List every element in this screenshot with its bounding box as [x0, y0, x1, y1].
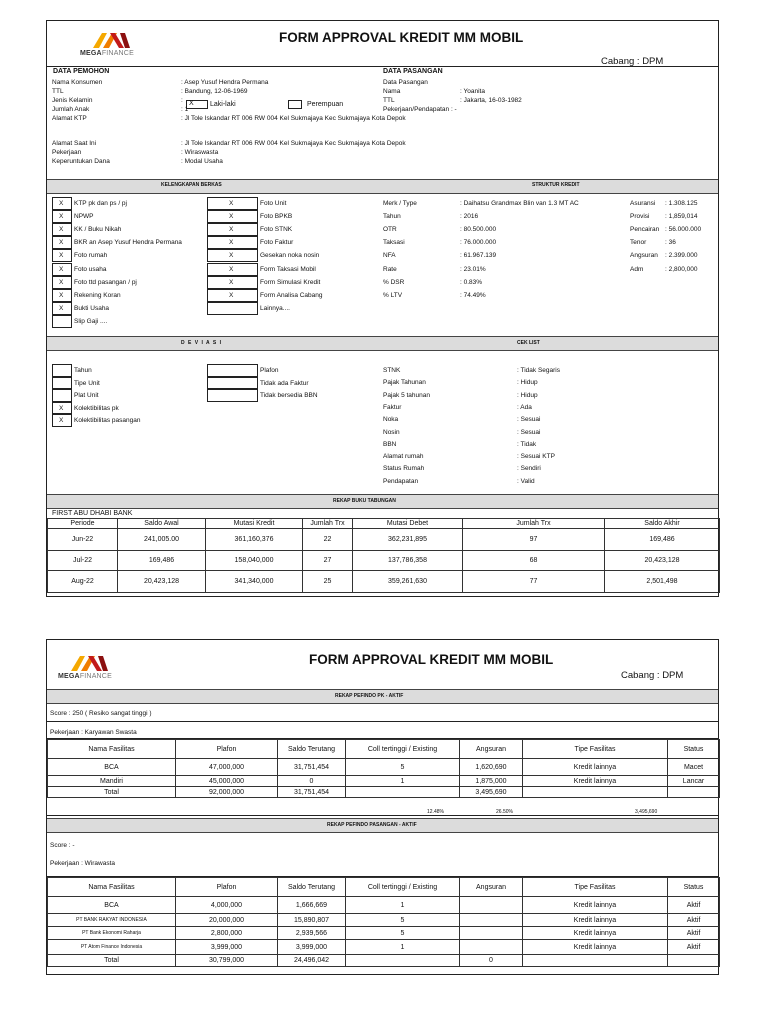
berkas-label: Foto Unit [260, 200, 287, 207]
checklist-label: BBN [383, 440, 397, 448]
checklist-value: : Tidak Segaris [517, 367, 560, 374]
table-cell: Kredit lainnya [523, 776, 668, 787]
table-cell: 1,875,000 [460, 776, 523, 787]
table-cell: 77 [463, 571, 605, 593]
table-cell: 92,000,000 [176, 787, 278, 798]
pefindo-pasangan-heading: REKAP PEFINDO PASANGAN - AKTIF [327, 822, 417, 828]
berkas-label: Foto rumah [74, 252, 108, 260]
table-cell: 27 [303, 551, 353, 571]
pemohon-value: : Jl Tole Iskandar RT 006 RW 004 Kel Sukmajaya Kec Sukmajaya Kota Depok [181, 115, 406, 122]
table-cell: 1,620,690 [460, 759, 523, 776]
checklist-value: : Sesuai [517, 428, 541, 436]
berkas-label: NPWP [74, 213, 94, 221]
column-header: Saldo Terutang [278, 878, 346, 897]
table-cell: 20,000,000 [176, 914, 278, 927]
table-cell: Jun-22 [48, 529, 118, 551]
table-cell: 361,160,376 [206, 529, 303, 551]
table-row [48, 940, 720, 955]
table-cell [523, 955, 668, 967]
gender-female-label: Perempuan [307, 101, 344, 108]
pemohon-label: Jumlah Anak [52, 106, 90, 113]
table-cell: 3,999,000 [176, 940, 278, 955]
table-cell: Kredit lainnya [523, 940, 668, 955]
checklist-value: : Valid [517, 477, 535, 485]
column-header: Coll tertinggi / Existing [346, 878, 460, 897]
struktur-label: Provisi [630, 213, 650, 221]
column-header: Angsuran [460, 878, 523, 897]
berkas-mark: X [59, 239, 64, 247]
table-cell: 1 [346, 776, 460, 787]
berkas-checkbox[interactable] [207, 302, 258, 315]
table-cell: 30,799,000 [176, 955, 278, 967]
struktur-value: : 2.399.000 [665, 252, 698, 260]
struktur-value: : 2016 [460, 213, 479, 221]
table-cell: 3,999,000 [278, 940, 346, 955]
berkas-mark: X [59, 200, 64, 207]
berkas-checkbox[interactable] [52, 315, 72, 328]
berkas-label: Foto ttd pasangan / pj [74, 278, 137, 286]
bank-name: FIRST ABU DHABI BANK [52, 510, 133, 517]
gender-male-mark: X [189, 100, 194, 107]
page-title: FORM APPROVAL KREDIT MM MOBIL [309, 652, 554, 667]
deviasi-label: Kolektibilitas pk [74, 404, 119, 412]
megafinance-logo-icon [91, 29, 131, 49]
berkas-label: KK / Buku Nikah [74, 226, 122, 234]
berkas-label: Rekening Koran [74, 291, 121, 299]
column-header: Tipe Fasilitas [523, 878, 668, 897]
checklist-label: Nosin [383, 428, 400, 436]
table-cell: Mandiri [48, 776, 176, 787]
berkas-label: Gesekan noka nosin [260, 252, 320, 260]
table-cell: 0 [278, 776, 346, 787]
gender-female-checkbox[interactable] [288, 100, 302, 109]
branch-label: Cabang : DPM [621, 670, 684, 681]
pemohon-label: Nama Konsumen [52, 79, 103, 86]
table-cell: Aktif [668, 897, 720, 914]
table-row [48, 571, 720, 593]
checklist-value: : Tidak [517, 440, 537, 448]
checklist-value: : Sesuai KTP [517, 453, 555, 461]
table-cell: 362,231,895 [353, 529, 463, 551]
checklist-value: : Hidup [517, 391, 538, 399]
column-header: Angsuran [460, 740, 523, 759]
berkas-mark: X [59, 252, 64, 260]
brand-wordmark: MEGAFINANCE [80, 50, 134, 57]
checklist-label: Pajak Tahunan [383, 379, 426, 387]
berkas-mark: X [229, 265, 234, 273]
berkas-label: Bukti Usaha [74, 304, 110, 312]
pasangan-value: : Jakarta, 16-03-1982 [460, 97, 522, 104]
table-cell [460, 940, 523, 955]
deviasi-label: Plat Unit [74, 392, 99, 399]
table-cell: PT BANK RAKYAT INDONESIA [48, 914, 176, 927]
pasangan-heading: DATA PASANGAN [383, 68, 443, 75]
struktur-value: : 23.01% [460, 265, 486, 273]
gender-male-label: Laki-laki [210, 101, 236, 108]
kelengkapan-heading: KELENGKAPAN BERKAS [161, 182, 222, 188]
table-row [48, 955, 720, 967]
section-band-deviasi [47, 336, 718, 351]
pasangan-pekerjaan: Pekerjaan : Wirawasta [50, 860, 116, 867]
table-header-row [48, 878, 720, 897]
deviasi-label: Tidak ada Faktur [260, 379, 309, 387]
table-cell: 47,000,000 [176, 759, 278, 776]
table-cell: Kredit lainnya [523, 927, 668, 940]
table-cell: Aktif [668, 914, 720, 927]
struktur-label: Tenor [630, 239, 647, 247]
table-cell: 1 [346, 940, 460, 955]
struktur-label: Asuransi [630, 200, 656, 207]
table-header-row [48, 740, 720, 759]
column-header: Nama Fasilitas [48, 740, 176, 759]
berkas-mark: X [229, 252, 234, 260]
table-row [48, 529, 720, 551]
deviasi-label: Tahun [74, 367, 92, 374]
table-cell: PT Bank Ekonomi Raharja [48, 927, 176, 940]
table-cell: Macet [668, 759, 720, 776]
table-cell: BCA [48, 897, 176, 914]
checklist-value: : Sendiri [517, 465, 541, 473]
table-row [48, 914, 720, 927]
table-cell [346, 787, 460, 798]
berkas-label: Lainnya.... [260, 304, 290, 312]
table-cell: 68 [463, 551, 605, 571]
table-cell: Aktif [668, 927, 720, 940]
pemohon-label: Keperuntukan Dana [52, 158, 110, 165]
berkas-mark: X [229, 213, 234, 221]
pemohon-label: Jenis Kelamin [52, 97, 93, 104]
deviasi-checkbox[interactable] [52, 377, 72, 390]
table-row [48, 759, 720, 776]
struktur-label: Pencairan [630, 226, 660, 234]
deviasi-mark: X [59, 417, 64, 424]
berkas-mark: X [59, 304, 64, 312]
checklist-value: : Ada [517, 403, 532, 411]
struktur-value: : 76.000.000 [460, 239, 497, 247]
struktur-label: Angsuran [630, 252, 658, 260]
table-cell: 169,486 [118, 551, 206, 571]
brand-wordmark: MEGAFINANCE [58, 673, 112, 680]
table-cell: 25 [303, 571, 353, 593]
checklist-label: Noka [383, 416, 399, 424]
struktur-value: : 56.000.000 [665, 226, 702, 234]
checklist-label: Pajak 5 tahunan [383, 391, 430, 399]
column-header: Nama Fasilitas [48, 878, 176, 897]
table-cell: 169,486 [605, 529, 720, 551]
table-cell: 3,495,690 [460, 787, 523, 798]
column-header: Status [668, 878, 720, 897]
table-cell: 0 [460, 955, 523, 967]
table-cell: 24,496,042 [278, 955, 346, 967]
pemohon-label: TTL [52, 88, 64, 95]
table-cell: Jul-22 [48, 551, 118, 571]
struktur-heading: STRUKTUR KREDIT [532, 182, 580, 188]
table-cell: 1,666,669 [278, 897, 346, 914]
table-cell: 2,501,498 [605, 571, 720, 593]
deviasi-mark: X [59, 404, 64, 412]
checklist-label: STNK [383, 367, 401, 374]
column-header: Plafon [176, 740, 278, 759]
deviasi-checkbox[interactable] [52, 364, 72, 377]
struktur-value: : 80.500.000 [460, 226, 497, 234]
table-cell: 31,751,454 [278, 759, 346, 776]
table-row [48, 551, 720, 571]
table-cell: Kredit lainnya [523, 914, 668, 927]
checklist-label: Faktur [383, 403, 402, 411]
column-header: Saldo Akhir [605, 519, 720, 529]
berkas-label: Foto BPKB [260, 213, 293, 221]
struktur-value: : 1.308.125 [665, 200, 698, 207]
berkas-mark: X [59, 213, 64, 221]
berkas-label: Slip Gaji .... [74, 317, 108, 325]
pefindo-pk-table [47, 739, 720, 798]
berkas-label: Form Simulasi Kredit [260, 278, 321, 286]
struktur-label: % DSR [383, 278, 405, 286]
checklist-heading: CEK LIST [517, 340, 540, 346]
table-cell [460, 914, 523, 927]
pefindo-pasangan-table [47, 877, 720, 967]
struktur-label: Taksasi [383, 239, 405, 247]
table-cell: 2,800,000 [176, 927, 278, 940]
pemohon-value: : Wiraswasta [181, 149, 219, 156]
checklist-label: Pendapatan [383, 477, 419, 485]
pemohon-value: : Bandung, 12-06-1969 [181, 88, 248, 95]
pemohon-value: : Asep Yusuf Hendra Permana [181, 79, 269, 86]
table-cell: 341,340,000 [206, 571, 303, 593]
deviasi-label: Tidak bersedia BBN [260, 392, 318, 399]
struktur-label: OTR [383, 226, 397, 234]
table-cell [460, 927, 523, 940]
struktur-label: Merk / Type [383, 200, 417, 207]
berkas-label: Form Taksasi Mobil [260, 265, 316, 273]
table-cell: 45,000,000 [176, 776, 278, 787]
deviasi-heading: D E V I A S I [181, 340, 222, 346]
deviasi-checkbox[interactable] [207, 364, 258, 377]
table-cell: 1 [346, 897, 460, 914]
berkas-label: Foto STNK [260, 226, 293, 234]
pk-footer-pct1: 12.48% [427, 809, 444, 815]
pemohon-heading: DATA PEMOHON [53, 68, 110, 75]
struktur-label: Adm [630, 265, 644, 273]
struktur-value: : 61.967.139 [460, 252, 497, 260]
struktur-value: : 74.49% [460, 291, 486, 299]
page-title: FORM APPROVAL KREDIT MM MOBIL [279, 30, 524, 45]
berkas-label: BKR an Asep Yusuf Hendra Permana [74, 239, 182, 247]
pemohon-value: : 1 [181, 106, 189, 113]
megafinance-logo-icon [69, 652, 109, 672]
table-cell: 158,040,000 [206, 551, 303, 571]
tabungan-table [47, 518, 720, 593]
table-cell [460, 897, 523, 914]
column-header: Periode [48, 519, 118, 529]
table-cell: PT Atom Finance Indonesia [48, 940, 176, 955]
column-header: Mutasi Kredit [206, 519, 303, 529]
pk-footer-amount: 3,495,690 [635, 809, 658, 815]
checklist-value: : Sesuai [517, 416, 541, 424]
checklist-label: Alamat rumah [383, 453, 424, 461]
struktur-value: : 2,800,000 [665, 265, 698, 273]
table-cell [346, 955, 460, 967]
branch-label: Cabang : DPM [601, 56, 664, 67]
tabungan-heading: REKAP BUKU TABUNGAN [333, 498, 396, 504]
table-cell: 31,751,454 [278, 787, 346, 798]
table-cell: 4,000,000 [176, 897, 278, 914]
table-cell: 20,423,128 [605, 551, 720, 571]
column-header: Saldo Terutang [278, 740, 346, 759]
pk-footer-pct2: 26.50% [496, 809, 513, 815]
table-cell: 22 [303, 529, 353, 551]
column-header: Jumlah Trx [463, 519, 605, 529]
column-header: Coll tertinggi / Existing [346, 740, 460, 759]
table-row [48, 927, 720, 940]
pemohon-label: Pekerjaan [52, 149, 82, 156]
table-cell: 15,890,807 [278, 914, 346, 927]
table-cell: 241,005.00 [118, 529, 206, 551]
table-cell [523, 787, 668, 798]
table-cell: Lancar [668, 776, 720, 787]
table-row [48, 897, 720, 914]
struktur-value: : 0.83% [460, 278, 483, 286]
table-cell: Kredit lainnya [523, 897, 668, 914]
deviasi-checkbox[interactable] [207, 377, 258, 390]
pemohon-value: : Modal Usaha [181, 158, 223, 165]
berkas-label: Foto usaha [74, 265, 107, 273]
table-cell: Total [48, 787, 176, 798]
berkas-mark: X [229, 200, 234, 207]
deviasi-label: Kolektibilitas pasangan [74, 417, 141, 424]
berkas-mark: X [59, 265, 64, 273]
struktur-label: NFA [383, 252, 396, 260]
table-cell [668, 955, 720, 967]
form-page-1 [46, 20, 719, 597]
berkas-mark: X [229, 239, 234, 247]
table-cell: Kredit lainnya [523, 759, 668, 776]
berkas-mark: X [59, 291, 64, 299]
form-page-2 [46, 639, 719, 975]
berkas-mark: X [59, 226, 64, 234]
pk-score: Score : 250 ( Resiko sangat tinggi ) [50, 710, 152, 717]
section-band-berkas [47, 179, 718, 194]
column-header: Jumlah Trx [303, 519, 353, 529]
struktur-value: : 1,859,014 [665, 213, 698, 221]
berkas-mark: X [229, 291, 234, 299]
table-header-row [48, 519, 720, 529]
berkas-mark: X [229, 278, 234, 286]
deviasi-label: Plafon [260, 367, 279, 374]
struktur-value: : Daihatsu Grandmax Blin van 1.3 MT AC [460, 200, 579, 207]
berkas-mark: X [229, 226, 234, 234]
table-cell: 2,939,566 [278, 927, 346, 940]
table-cell: 20,423,128 [118, 571, 206, 593]
struktur-label: % LTV [383, 291, 403, 299]
column-header: Tipe Fasilitas [523, 740, 668, 759]
berkas-mark: X [59, 278, 64, 286]
table-cell: 359,261,630 [353, 571, 463, 593]
pasangan-label: TTL [383, 97, 395, 104]
berkas-label: Foto Faktur [260, 239, 294, 247]
struktur-label: Rate [383, 265, 397, 273]
table-row [48, 776, 720, 787]
table-cell: 97 [463, 529, 605, 551]
table-cell: Total [48, 955, 176, 967]
berkas-label: KTP pk dan ps / pj [74, 200, 127, 207]
column-header: Mutasi Debet [353, 519, 463, 529]
pasangan-label: Pekerjaan/Pendapatan : - [383, 106, 457, 113]
deviasi-checkbox[interactable] [52, 389, 72, 402]
table-cell: 5 [346, 927, 460, 940]
pasangan-value: : Yoanita [460, 88, 485, 95]
pemohon-value: : Jl Tole Iskandar RT 006 RW 004 Kel Sukmajaya Kec Sukmajaya Kota Depok [181, 140, 406, 147]
pasangan-label: Nama [383, 88, 401, 95]
checklist-value: : Hidup [517, 379, 538, 387]
struktur-value: : 36 [665, 239, 676, 247]
table-cell [668, 787, 720, 798]
table-cell: BCA [48, 759, 176, 776]
pemohon-label: Alamat Saat Ini [52, 140, 97, 147]
pasangan-score: Score : - [50, 842, 75, 849]
checklist-label: Status Rumah [383, 465, 425, 473]
table-cell: Aug-22 [48, 571, 118, 593]
deviasi-label: Tipe Unit [74, 379, 100, 387]
table-cell: 137,786,358 [353, 551, 463, 571]
table-cell: Aktif [668, 940, 720, 955]
pemohon-label: Alamat KTP [52, 115, 87, 122]
table-row [48, 787, 720, 798]
column-header: Status [668, 740, 720, 759]
pemohon-value: : [181, 97, 183, 104]
pefindo-pk-heading: REKAP PEFINDO PK - AKTIF [335, 693, 404, 699]
table-cell: 5 [346, 759, 460, 776]
struktur-label: Tahun [383, 213, 401, 221]
deviasi-checkbox[interactable] [207, 389, 258, 402]
pasangan-label: Data Pasangan [383, 79, 428, 86]
column-header: Saldo Awal [118, 519, 206, 529]
table-cell: 5 [346, 914, 460, 927]
column-header: Plafon [176, 878, 278, 897]
pk-pekerjaan: Pekerjaan : Karyawan Swasta [50, 729, 137, 736]
berkas-label: Form Analisa Cabang [260, 291, 323, 299]
